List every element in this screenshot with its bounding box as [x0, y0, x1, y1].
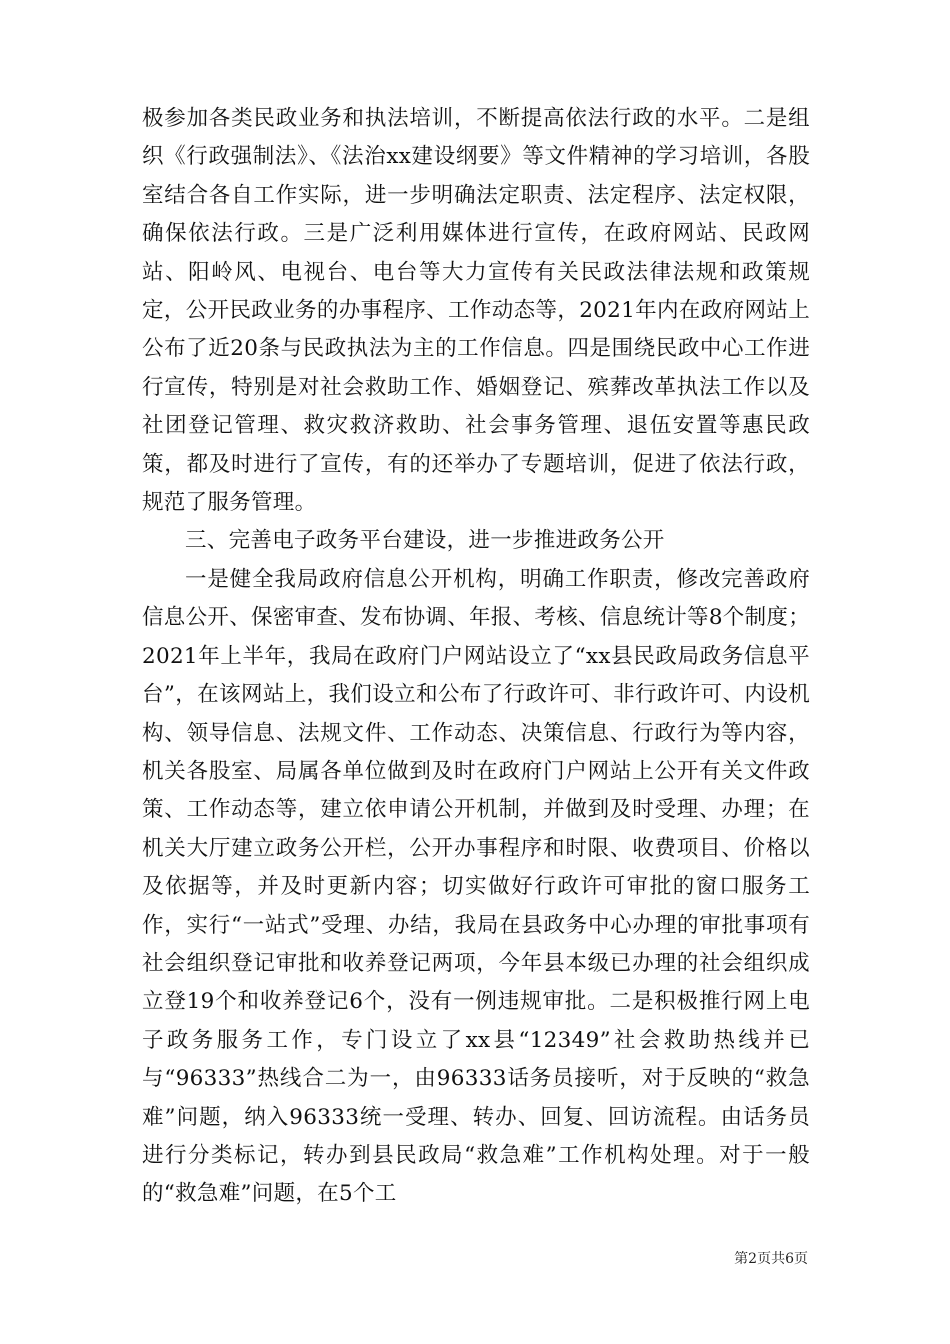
section-heading: 三、完善电子政务平台建设，进一步推进政务公开	[185, 528, 665, 554]
body-text	[142, 100, 810, 1214]
page-number: 第2页共6页	[734, 1251, 808, 1267]
paragraph: 一是健全我局政府信息公开机构，明确工作职责，修改完善政府信息公开、保密审查、发布协调、年报、考核、信息统计等8个制度；2021年上半年，我局在政府门户网站设立了“xx县民政局政务信息平台”，在该网站上，我们设立和公布了行政许可、非行政许可、内设机构、领导信息、法规文件、工作动态、决策信息、行政行为等内容，机关各股室、局属各单位做到及时在政府门户网站上公开有关文件政策、工作动态等，建立依申请公开机制，并做到及时受理、办理；在机关大厅建立政务公开栏，公开办事程序和时限、收费项目、价格以及依据等，并及时更新内容；切实做好行政许可审批的窗口服务工作，实行“一站式”受理、办结，我局在县政务中心办理的审批事项有社会组织登记审批和收养登记两项，今年县本级已办理的社会组织成立登19个和收养登记6个，没有一例违规审批。二是积极推行网上电子政务服务工作，专门设立了xx县“12349”社会救助热线并已与“96333”热线合二为一，由96333话务员接听，对于反映的“救急难”问题，纳入96333统一受理、转办、回复、回访流程。由话务员进行分类标记，转办到县民政局“救急难”工作机构处理。对于一般的“救急难”问题，在5个工	[142, 566, 810, 1207]
paragraph-continuation: 极参加各类民政业务和执法培训，不断提高依法行政的水平。二是组织《行政强制法》、《法治xx建设纲要》等文件精神的学习培训，各股室结合各自工作实际，进一步明确法定职责、法定程序、法定权限，确保依法行政。三是广泛利用媒体进行宣传，在政府网站、民政网站、阳岭风、电视台、电台等大力宣传有关民政法律法规和政策规定，公开民政业务的办事程序、工作动态等，2021年内在政府网站上公布了近20条与民政执法为主的工作信息。四是围绕民政中心工作进行宣传，特别是对社会救助工作、婚姻登记、殡葬改革执法工作以及社团登记管理、救灾救济救助、社会事务管理、退伍安置等惠民政策，都及时进行了宣传，有的还举办了专题培训，促进了依法行政，规范了服务管理。	[142, 106, 810, 516]
